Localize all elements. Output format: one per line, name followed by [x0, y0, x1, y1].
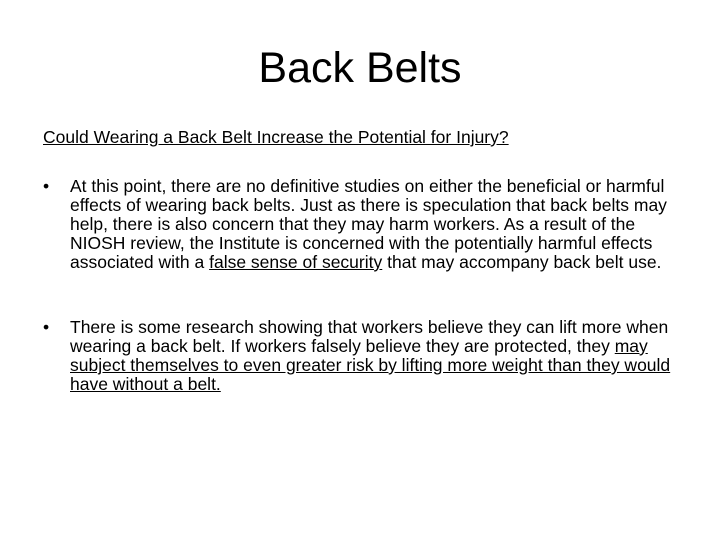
bullet2-text: There is some research showing that workers believe they can lift more when wearing a back belt. If workers falsely believe they are protected, they	[70, 317, 669, 356]
bullet1-text: At this point, there are no definitive studies on either the beneficial or harmful effects of wearing back belts. Just as there is speculation that back belts may help, there is also concern that they may harm workers. As a result of the NIOSH review, the Institute is concerned with the potentially harmful effects associated with a	[70, 176, 667, 272]
bullet-dot-icon: •	[43, 317, 50, 337]
bullet-item-niosh	[43, 177, 693, 272]
bullet-list-1	[43, 177, 693, 272]
slide-title: Back Belts	[258, 44, 462, 92]
bullet1-underlined-text: false sense of security	[209, 252, 383, 272]
slide-subtitle: Could Wearing a Back Belt Increase the Potential for Injury?	[43, 127, 509, 147]
bullet1-text-end: that may accompany back belt use.	[382, 252, 662, 272]
bullet-item-research	[43, 318, 693, 394]
bullet-list-2	[43, 318, 693, 394]
bullet-dot-icon: •	[43, 176, 50, 196]
bullet2-underlined-text: may subject themselves to even greater risk by lifting more weight than they would have without a belt.	[70, 336, 671, 394]
